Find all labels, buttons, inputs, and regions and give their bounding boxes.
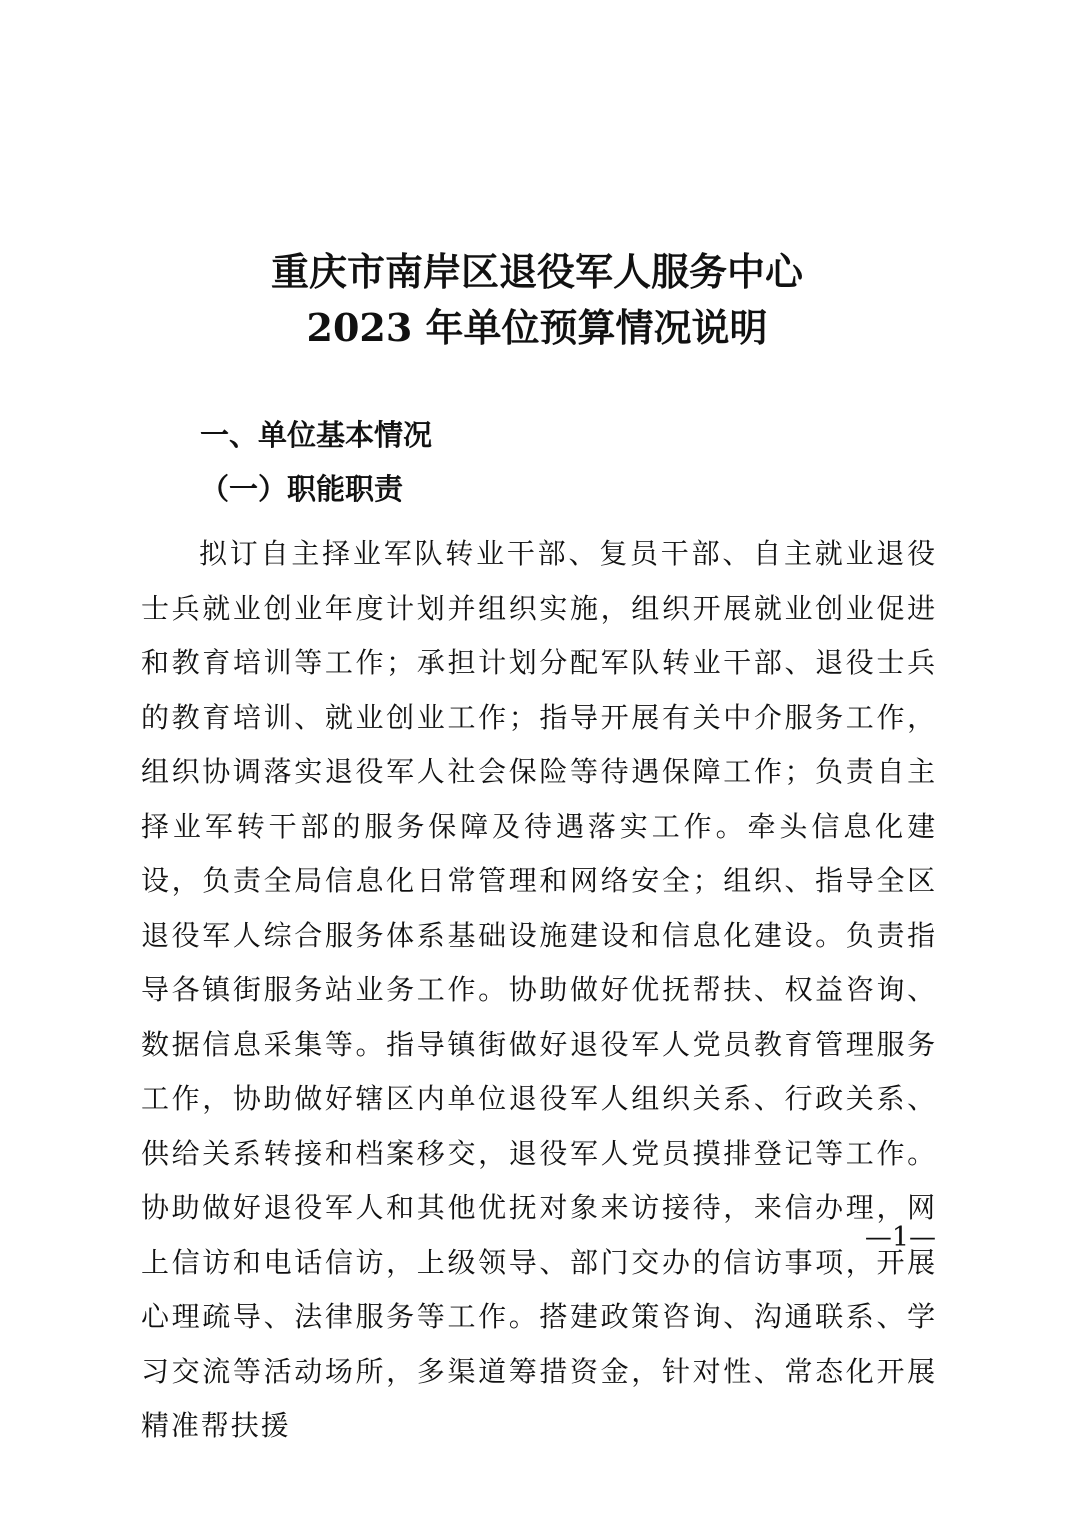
document-title-line1: 重庆市南岸区退役军人服务中心 — [270, 249, 803, 294]
page-number: —1— — [864, 1222, 936, 1253]
section-heading: 一、单位基本情况 — [200, 418, 433, 452]
body-paragraph: 拟订自主择业军队转业干部、复员干部、自主就业退役士兵就业创业年度计划并组织实施，组织开展就业创业促进和教育培训等工作；承担计划分配军队转业干部、退役士兵的教育培训、就业创业工作；指导开展有关中介服务工作，组织协调落实退役军人社会保险等待遇保障工作；负责自主择业军转干部的服务保障及待遇落实工作。牵头信息化建设，负责全局信息化日常管理和网络安全；组织、指导全区退役军人综合服务体系基础设施建设和信息化建设。负责指导各镇街服务站业务工作。协助做好优抚帮扶、权益咨询、数据信息采集等。指导镇街做好退役军人党员教育管理服务工作，协助做好辖区内单位退役军人组织关系、行政关系、供给关系转接和档案移交，退役军人党员摸排登记等工作。协助做好退役军人和其他优抚对象来访接待，来信办理，网上信访和电话信访，上级领导、部门交办的信访事项，开展心理疏导、法律服务等工作。搭建政策咨询、沟通联系、学习交流等活动场所，多渠道筹措资金，针对性、常态化开展精准帮扶援 — [141, 537, 937, 1442]
subsection-heading: （一）职能职责 — [200, 472, 404, 506]
document-title-line2: 2023 年单位预算情况说明 — [306, 305, 768, 350]
